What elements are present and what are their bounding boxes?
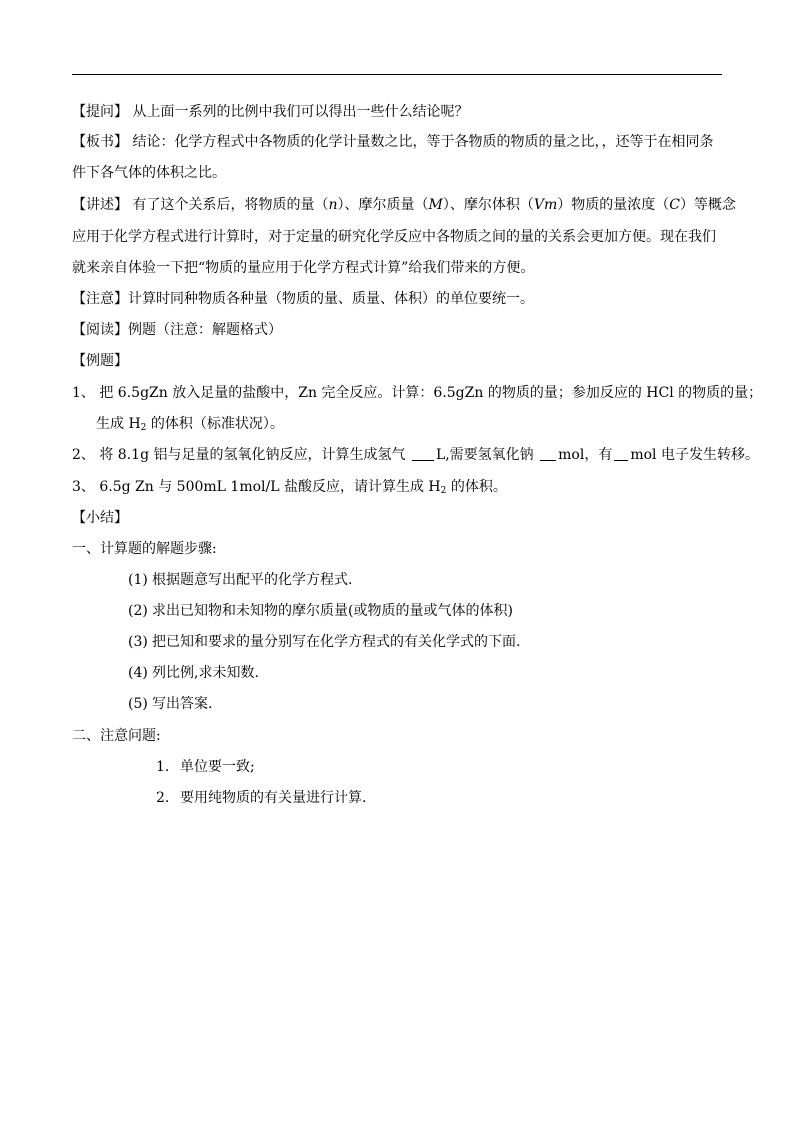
step-item: [128, 570, 788, 590]
lecture-line3: 就来亲自体验一下把“物质的量应用于化学方程式计算”给我们带来的方便。: [72, 260, 535, 276]
example-1-line1: [72, 383, 763, 403]
step-text: 根据题意写出配平的化学方程式.: [152, 572, 353, 588]
note-paragraph: [72, 289, 732, 309]
step-text: 把已知和要求的量分别写在化学方程式的有关化学式的下面.: [152, 634, 521, 650]
lecture-paragraph-line3: [72, 258, 732, 278]
lecture-text-b: ）、摩尔质量（: [337, 197, 429, 213]
step-item: [128, 663, 788, 683]
symbol-C: C: [669, 197, 680, 213]
step-text: 求出已知物和未知物的摩尔质量(或物质的量或气体的体积): [152, 603, 513, 619]
answer-blank-volume: [412, 447, 434, 461]
step-number: (1): [128, 572, 148, 588]
note-tag: 【注意】: [72, 291, 128, 307]
lecture-text-c: ）、摩尔体积（: [442, 197, 534, 213]
symbol-M: M: [428, 197, 443, 213]
example-2-text-c: mol，有: [558, 447, 613, 463]
summary-tag: 【小结】: [72, 510, 128, 526]
section-2-title-text: 二、注意问题:: [72, 728, 161, 744]
board-text1: 结论：化学方程式中各物质的化学计量数之比，等于各物质的物质的量之比，，还等于在相同条: [128, 134, 714, 150]
example-2-text-b: L,需要氢氧化钠: [435, 447, 539, 463]
example-2: [72, 445, 759, 465]
step-item: [128, 601, 788, 621]
example-1-text2b: 的体积（标准状况）。: [146, 416, 284, 432]
step-number: (2): [128, 603, 148, 619]
step-item: [128, 632, 788, 652]
subscript-2: 2: [440, 486, 447, 496]
example-1-text: 1、 把 6.5gZn 放入足量的盐酸中，Zn 完全反应。计算：6.5gZn 的物质的量；参加反应的 HCl 的物质的量；: [72, 385, 763, 401]
step-number: (3): [128, 634, 148, 650]
ask-text: 从上面一系列的比例中我们可以得出一些什么结论呢？: [128, 104, 469, 120]
read-text: 例题（注意：解题格式）: [128, 322, 282, 338]
note-item-text: 要用纯物质的有关量进行计算.: [180, 790, 367, 806]
step-number: (5): [128, 696, 148, 712]
board-tag: 【板书】: [72, 134, 128, 150]
section-1-title-text: 一、计算题的解题步骤:: [72, 541, 217, 557]
note-item: [156, 757, 793, 777]
answer-blank-electrons: [614, 447, 628, 461]
note-number: 2.: [156, 790, 170, 806]
example-3-text-a: 3、 6.5g Zn 与 500mL 1mol/L 盐酸反应，请计算生成 H: [72, 479, 441, 495]
step-text: 写出答案.: [152, 696, 213, 712]
section-1-title: [72, 539, 732, 559]
example-2-text-d: mol 电子发生转移。: [630, 447, 759, 463]
symbol-Vm: Vm: [533, 197, 558, 213]
note-item: [156, 788, 793, 808]
summary-heading: [72, 508, 732, 528]
ask-paragraph: [72, 102, 732, 122]
board-paragraph-line2: [72, 163, 732, 183]
example-3: [72, 477, 732, 501]
example-heading: [72, 351, 732, 371]
section-2-title: [72, 726, 732, 746]
read-tag: 【阅读】: [72, 322, 128, 338]
lecture-paragraph-line2: [72, 227, 732, 247]
note-text: 计算时同种物质各种量（物质的量、质量、体积）的单位要统一。: [128, 291, 534, 307]
lecture-paragraph-line1: [72, 195, 736, 215]
step-number: (4): [128, 665, 148, 681]
ask-tag: 【提问】: [72, 104, 128, 120]
note-number: 1.: [156, 759, 170, 775]
symbol-n: n: [328, 197, 338, 213]
note-item-text: 单位要一致;: [180, 759, 255, 775]
example-2-text-a: 2、 将 8.1g 铝与足量的氢氧化钠反应，计算生成氢气: [72, 447, 410, 463]
lecture-line2: 应用于化学方程式进行计算时，对于定量的研究化学反应中各物质之间的量的关系会更加方便。现在我们: [72, 229, 716, 245]
lecture-text-a: 有了这个关系后，将物质的量（: [128, 197, 329, 213]
subscript-2: 2: [140, 423, 147, 433]
lecture-text-e: ）等概念: [679, 197, 736, 213]
example-3-text-b: 的体积。: [446, 479, 507, 495]
example-1-line2: [96, 414, 756, 438]
lecture-tag: 【讲述】: [72, 197, 128, 213]
board-text2: 件下各气体的体积之比。: [72, 165, 226, 181]
step-item: [128, 694, 788, 714]
board-paragraph-line1: [72, 132, 732, 152]
example-tag: 【例题】: [72, 353, 128, 369]
step-text: 列比例,求未知数.: [152, 665, 259, 681]
header-rule: [72, 74, 722, 75]
lecture-text-d: ）物质的量浓度（: [557, 197, 670, 213]
read-paragraph: [72, 320, 732, 340]
answer-blank-naoh: [540, 447, 556, 461]
example-1-text2a: 生成 H: [96, 416, 141, 432]
